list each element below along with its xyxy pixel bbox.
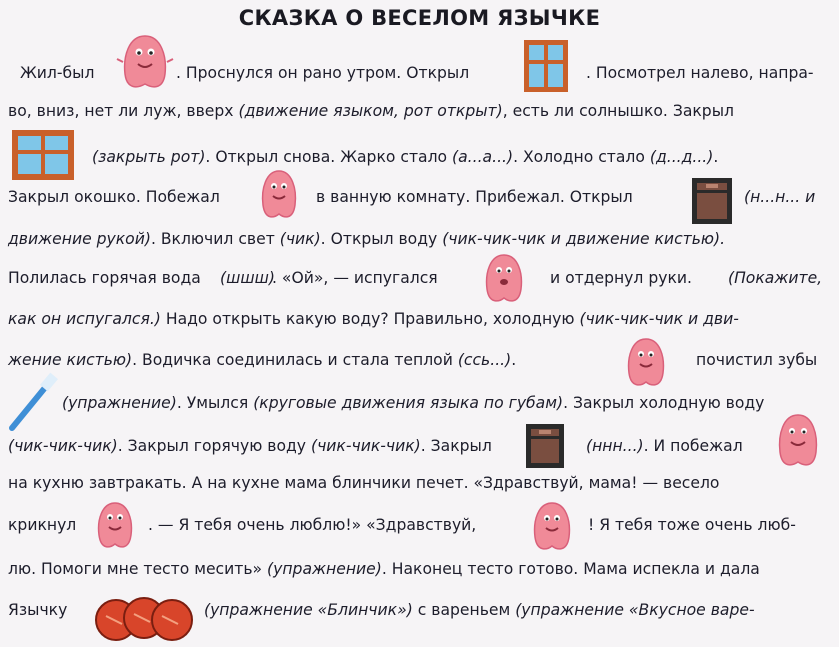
text-segment: . Открыл воду: [320, 230, 443, 248]
text-segment: в ванную комнату. Прибежал. Открыл: [316, 188, 633, 206]
text-segment: . Проснулся он рано утром. Открыл: [176, 64, 470, 82]
text-line: [92, 147, 831, 167]
tongue-icon: [90, 500, 140, 554]
text-segment: жение кистью): [8, 351, 133, 369]
tongue-icon: [114, 32, 176, 94]
text-segment: . Закрыл: [420, 437, 492, 455]
door-icon: [690, 176, 734, 226]
text-segment: . — Я тебя очень люблю!» «Здравствуй,: [148, 516, 477, 534]
text-segment: . Закрыл холодную воду: [563, 394, 765, 412]
tongue-icon: [478, 252, 530, 308]
text-line: [8, 473, 831, 493]
text-segment: Полилась горячая вода: [8, 269, 201, 287]
text-segment: движение рукой): [8, 230, 151, 248]
text-line: [8, 101, 831, 121]
text-line: [62, 393, 831, 413]
text-line: [8, 559, 831, 579]
text-segment: . Водичка соединилась и стала теплой: [132, 351, 458, 369]
text-segment: Жил-был: [20, 64, 95, 82]
text-segment: на кухню завтракать. А на кухне мама блинчики печет. «Здравствуй, мама! — весело: [8, 474, 720, 492]
text-segment: (чик): [279, 230, 321, 248]
text-segment: как он испугался.): [8, 310, 161, 328]
text-segment: Язычку: [8, 601, 68, 619]
text-segment: . Наконец тесто готово. Мама испекла и дала: [381, 560, 760, 578]
text-segment: . Включил свет: [150, 230, 280, 248]
text-segment: . И побежал: [643, 437, 743, 455]
text-segment: Надо открыть какую воду? Правильно, холодную: [160, 310, 580, 328]
text-segment: почистил зубы: [696, 351, 818, 369]
tongue-icon: [770, 412, 826, 472]
text-segment: , есть ли солнышко. Закрыл: [502, 102, 734, 120]
text-segment: . Закрыл горячую воду: [117, 437, 311, 455]
text-segment: (закрыть рот): [92, 148, 206, 166]
text-segment: (чик-чик-чик и дви-: [579, 310, 739, 328]
text-segment: (ссь...): [457, 351, 512, 369]
text-segment: Закрыл окошко. Побежал: [8, 188, 220, 206]
page-title: СКАЗКА О ВЕСЕЛОМ ЯЗЫЧКЕ: [238, 6, 601, 30]
text-segment: с вареньем: [412, 601, 516, 619]
text-segment: .: [511, 351, 517, 369]
text-segment: (н...н... и: [744, 188, 816, 206]
text-segment: . Посмотрел налево, напра-: [586, 64, 814, 82]
window-icon: [522, 38, 570, 94]
text-line: [8, 229, 831, 249]
tongue-icon: [526, 500, 578, 556]
text-segment: ! Я тебя тоже очень люб-: [588, 516, 796, 534]
text-line: [8, 309, 831, 329]
text-segment: . Открыл снова. Жарко стало: [205, 148, 453, 166]
text-segment: (упражнение «Вкусное варе-: [515, 601, 755, 619]
text-segment: (чик-чик-чик и движение кистью).: [442, 230, 726, 248]
text-segment: (д...д...): [649, 148, 714, 166]
text-segment: (чик-чик-чик): [8, 437, 118, 455]
text-segment: во, вниз, нет ли луж, вверх: [8, 102, 239, 120]
text-segment: .: [713, 148, 719, 166]
text-segment: крикнул: [8, 516, 77, 534]
text-segment: (упражнение «Блинчик»): [204, 601, 413, 619]
toothbrush-icon: [4, 370, 60, 434]
tongue-icon: [620, 336, 672, 392]
tongue-icon: [254, 168, 304, 224]
text-segment: лю. Помоги мне тесто месить»: [8, 560, 268, 578]
text-segment: и отдернул руки.: [550, 269, 692, 287]
text-segment: (ннн...): [586, 437, 644, 455]
text-segment: (чик-чик-чик): [311, 437, 421, 455]
text-segment: (упражнение): [267, 560, 382, 578]
window-icon: [10, 128, 76, 182]
door-icon: [524, 422, 566, 470]
text-segment: (упражнение): [62, 394, 177, 412]
text-segment: . Холодно стало: [513, 148, 650, 166]
text-segment: (Покажите,: [728, 269, 823, 287]
pancakes-icon: [92, 592, 196, 644]
text-segment: (а...а...): [452, 148, 514, 166]
text-segment: (шшш): [220, 269, 275, 287]
text-segment: . Умылся: [176, 394, 254, 412]
text-segment: . «Ой», — испугался: [272, 269, 438, 287]
text-segment: (круговые движения языка по губам): [253, 394, 564, 412]
text-segment: (движение языком, рот открыт): [238, 102, 503, 120]
